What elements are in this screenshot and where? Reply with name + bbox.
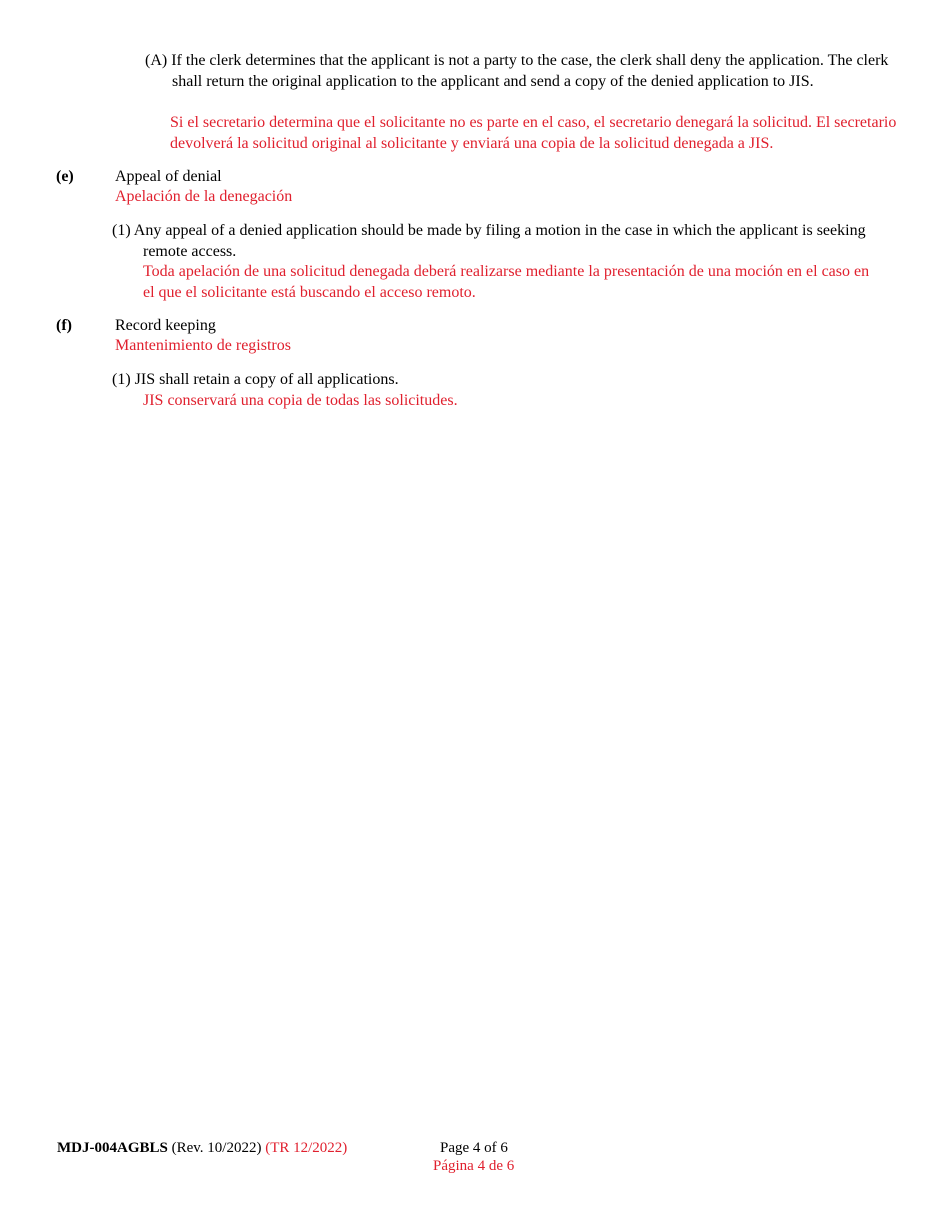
item-a-text-es: Si el secretario determina que el solicitante no es parte en el caso, el secretario denegará la solicitud. El secretario devolverá la solicitud original al solicitante y enviará una copia de la solicitud denegada a JIS. bbox=[170, 114, 897, 152]
section-e-item-1-text-en: Any appeal of a denied application should be made by filing a motion in the case in which the applicant is seeking remote access. bbox=[133, 222, 866, 260]
section-f-item-1-text-es: JIS conservará una copia de todas las solicitudes. bbox=[143, 392, 458, 409]
section-f-item-1-text-en: JIS shall retain a copy of all applications. bbox=[134, 371, 399, 388]
section-f-label: (f) bbox=[56, 317, 72, 334]
form-translation: (TR 12/2022) bbox=[265, 1140, 348, 1156]
section-e-label: (e) bbox=[56, 168, 74, 185]
section-f-item-1-label: (1) bbox=[112, 371, 131, 388]
form-id: MDJ-004AGBLS bbox=[57, 1140, 168, 1156]
item-a-text-en: If the clerk determines that the applicant is not a party to the case, the clerk shall deny the application. The clerk shall return the original application to the applicant and send a copy of the denied application to JIS. bbox=[171, 52, 889, 90]
item-a-label: (A) bbox=[145, 52, 168, 69]
section-e-item-1-text-es: Toda apelación de una solicitud denegada deberá realizarse mediante la presentación de una moción en el caso en el que el solicitante está buscando el acceso remoto. bbox=[143, 263, 870, 301]
section-e-title-es: Apelación de la denegación bbox=[115, 188, 293, 205]
section-f-title-es: Mantenimiento de registros bbox=[115, 337, 291, 354]
page-number: Page 4 of 6 bbox=[440, 1140, 508, 1156]
section-f-item-1 bbox=[112, 370, 903, 391]
item-a bbox=[145, 51, 917, 93]
footer-form-info bbox=[57, 1138, 347, 1159]
form-revision: (Rev. 10/2022) bbox=[171, 1140, 262, 1156]
section-f-title: Record keeping bbox=[115, 317, 216, 334]
section-e-title: Appeal of denial bbox=[115, 168, 222, 185]
page-number-es: Página 4 de 6 bbox=[433, 1158, 515, 1174]
section-e-item-1-label: (1) bbox=[112, 222, 131, 239]
section-e-item-1 bbox=[112, 221, 903, 263]
